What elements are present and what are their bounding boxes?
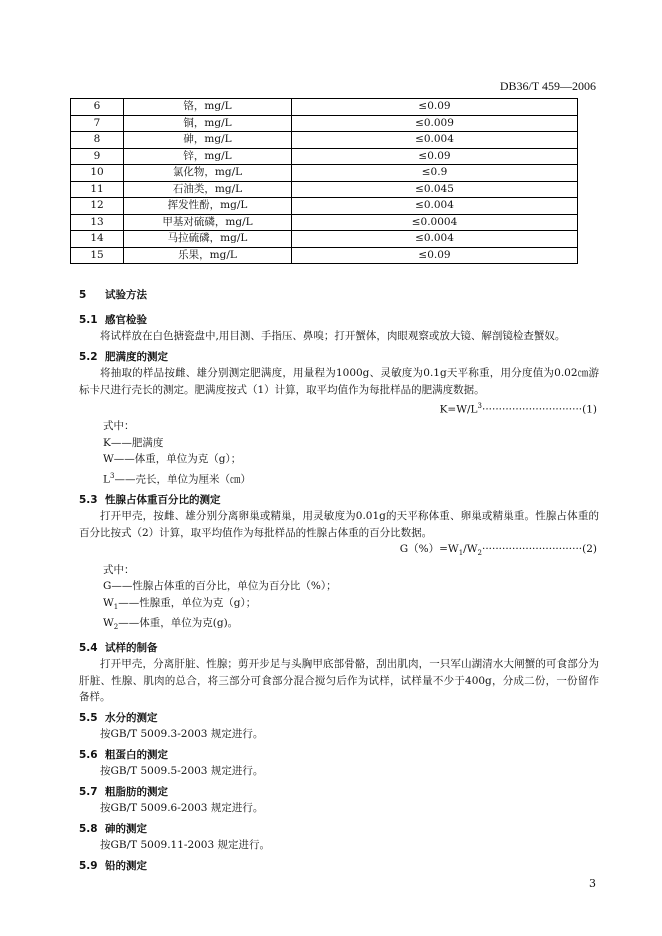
row-limit: ≤0.009 <box>292 115 578 132</box>
section-5-4-text: 打开甲壳，分离肝脏、性腺；剪开步足与头胸甲底部骨骼，刮出肌肉，一只军山湖清水大闸蟹的可食部分为肝脏、性腺、肌肉的总合，将三部分可食部分混合搅匀后作为试样，试样量不少于400g，分成二份，一份留作备样。 <box>79 658 599 704</box>
where-label: 式中： <box>103 420 135 432</box>
definition-k: K——肥满度 <box>103 436 164 449</box>
section-5-1-text: 将试样放在白色搪瓷盘中,用目测、手指压、鼻嗅；打开蟹体，肉眼观察或放大镜、解剖镜检查蟹奴。 <box>100 330 566 342</box>
row-number: 14 <box>71 231 124 248</box>
section-5-6-text: 按GB/T 5009.5-2003 规定进行。 <box>100 765 264 778</box>
definition-g: G——性腺占体重的百分比，单位为百分比（%）； <box>103 580 337 593</box>
row-limit: ≤0.09 <box>292 148 578 165</box>
table-row <box>71 231 578 248</box>
row-number: 12 <box>71 198 124 215</box>
row-number: 13 <box>71 214 124 231</box>
formula-2: $G(\%)=W_1/W_2\cdot\cdot\cdot\cdot\cdot\cdot\cdot\cdot\cdot\cdot\cdot\cdot\cdot\cdot\cdot\cdot\cdot\cdot\cdot\cdot\cdot\cdot\cdot\cdot\cdot\cdot\cdot\cdot\cdot\cdot(2)$ <box>399 543 597 558</box>
row-item: 挥发性酚，mg/L <box>124 198 292 215</box>
section-5-3-heading: 5.3 性腺占体重百分比的测定 <box>79 493 221 506</box>
definition-w2: $W_2——$体重，单位为克(g)。 <box>103 617 239 632</box>
table-row <box>71 247 578 264</box>
table-row <box>71 99 578 116</box>
row-limit: ≤0.004 <box>292 198 578 215</box>
section-5-8-heading: 5.8 砷的测定 <box>79 822 147 835</box>
definition-w: W——体重，单位为克（g）； <box>103 453 242 465</box>
row-item: 锌，mg/L <box>124 148 292 165</box>
page-number: 3 <box>589 877 596 890</box>
section-5-9-heading: 5.9 铅的测定 <box>79 859 147 872</box>
table-row <box>71 198 578 215</box>
row-item: 铬，mg/L <box>124 99 292 116</box>
row-limit: ≤0.09 <box>292 247 578 264</box>
section-5-heading: 5 试验方法 <box>79 289 147 301</box>
row-item: 氯化物，mg/L <box>124 165 292 182</box>
row-item: 甲基对硫磷，mg/L <box>124 214 292 231</box>
row-number: 15 <box>71 247 124 264</box>
section-5-5-heading: 5.5 水分的测定 <box>79 711 158 724</box>
row-item: 马拉硫磷，mg/L <box>124 231 292 248</box>
row-item: 铜，mg/L <box>124 115 292 132</box>
row-limit: ≤0.0004 <box>292 214 578 231</box>
section-5-3-text: 打开甲壳，按雌、雄分别分离卵巢或精巢，用灵敏度为0.01g的天平称体重、卵巢或精巢重。性腺占体重的百分比按式（2）计算，取平均值作为每批样品的性腺占体重的百分比数据。 <box>79 510 599 539</box>
section-5-8-text: 按GB/T 5009.11-2003 规定进行。 <box>100 839 271 852</box>
table-row <box>71 115 578 132</box>
section-5-7-heading: 5.7 粗脂肪的测定 <box>79 785 168 798</box>
definition-l: $L^3——$壳长，单位为厘米（㎝） <box>103 471 251 485</box>
section-5-6-heading: 5.6 粗蛋白的测定 <box>79 748 168 761</box>
table-row <box>71 214 578 231</box>
table-row <box>71 165 578 182</box>
row-number: 9 <box>71 148 124 165</box>
table-row <box>71 181 578 198</box>
document-code: DB36/T 459—2006 <box>499 79 596 93</box>
section-5-1-heading: 5.1 感官检验 <box>79 313 147 326</box>
row-number: 6 <box>71 99 124 116</box>
section-5-2-heading: 5.2 肥满度的测定 <box>79 350 168 363</box>
section-5-5-text: 按GB/T 5009.3-2003 规定进行。 <box>100 728 264 741</box>
section-5-7-text: 按GB/T 5009.6-2003 规定进行。 <box>100 802 264 815</box>
row-item: 乐果，mg/L <box>124 247 292 264</box>
row-limit: ≤0.045 <box>292 181 578 198</box>
table-row <box>71 132 578 149</box>
row-number: 7 <box>71 115 124 132</box>
row-number: 8 <box>71 132 124 149</box>
row-number: 10 <box>71 165 124 182</box>
row-limit: ≤0.004 <box>292 132 578 149</box>
row-limit: ≤0.09 <box>292 99 578 116</box>
row-item: 石油类，mg/L <box>124 181 292 198</box>
section-5-2-text: 将抽取的样品按雌、雄分别测定肥满度，用量程为1000g、灵敏度为0.1g天平称重，用分度值为0.02㎝游标卡尺进行壳长的测定。肥满度按式（1）计算，取平均值作为每批样品的肥满度数据。 <box>79 367 599 396</box>
row-limit: ≤0.9 <box>292 165 578 182</box>
table-row <box>71 148 578 165</box>
where-label: 式中： <box>103 563 135 576</box>
row-limit: ≤0.004 <box>292 231 578 248</box>
main-content <box>79 287 599 874</box>
row-item: 砷，mg/L <box>124 132 292 149</box>
row-number: 11 <box>71 181 124 198</box>
limits-table <box>70 98 578 264</box>
definition-w1: $W_1——$性腺重，单位为克（g）； <box>103 596 257 611</box>
section-5-4-heading: 5.4 试样的制备 <box>79 641 158 654</box>
formula-1: $K=W/L^3\cdot\cdot\cdot\cdot\cdot\cdot\cdot\cdot\cdot\cdot\cdot\cdot\cdot\cdot\cdot\cdot\cdot\cdot\cdot\cdot\cdot\cdot\cdot\cdot\cdot\cdot\cdot\cdot\cdot\cdot(1)$ <box>439 402 597 416</box>
